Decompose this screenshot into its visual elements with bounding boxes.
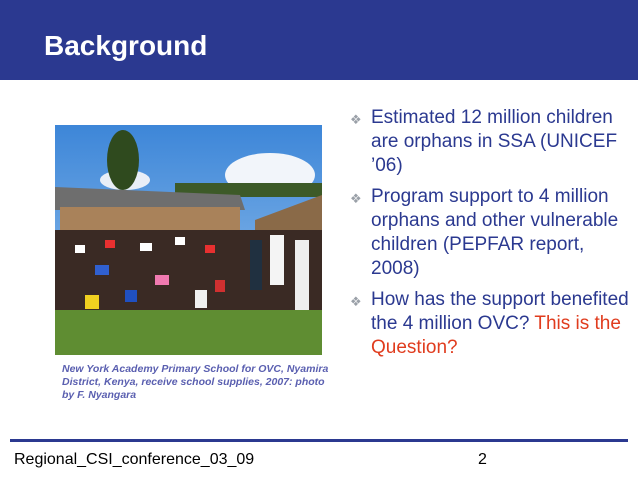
bullet-text: Program support to 4 million orphans and other vulnerable children (PEPFAR report, 2008): [371, 186, 619, 279]
slide-title: Background: [44, 30, 208, 61]
footer-text: Regional_CSI_conference_03_09: [14, 451, 255, 468]
photo-caption: New York Academy Primary School for OVC, Nyamira District, Kenya, receive school supplies, 2007: photo by F. Nyangara: [62, 363, 329, 401]
bullet-list: [348, 106, 633, 367]
bullet-text: Estimated 12 million children are orphans in SSA (UNICEF ’06): [371, 107, 618, 176]
title-bar: [0, 0, 638, 80]
bullet-text: How has the support benefited the 4 million OVC?: [371, 289, 629, 334]
group-photo: [55, 125, 322, 355]
bullet-item: [348, 106, 633, 178]
highlighted-question: This is the Question?: [371, 313, 621, 358]
page-number: 2: [478, 451, 487, 468]
footer-divider: [10, 439, 628, 442]
diamond-bullet-icon: ❖: [350, 294, 362, 309]
bullet-item: [348, 288, 633, 360]
bullet-item: [348, 185, 633, 281]
diamond-bullet-icon: ❖: [350, 191, 362, 206]
diamond-bullet-icon: ❖: [350, 112, 362, 127]
